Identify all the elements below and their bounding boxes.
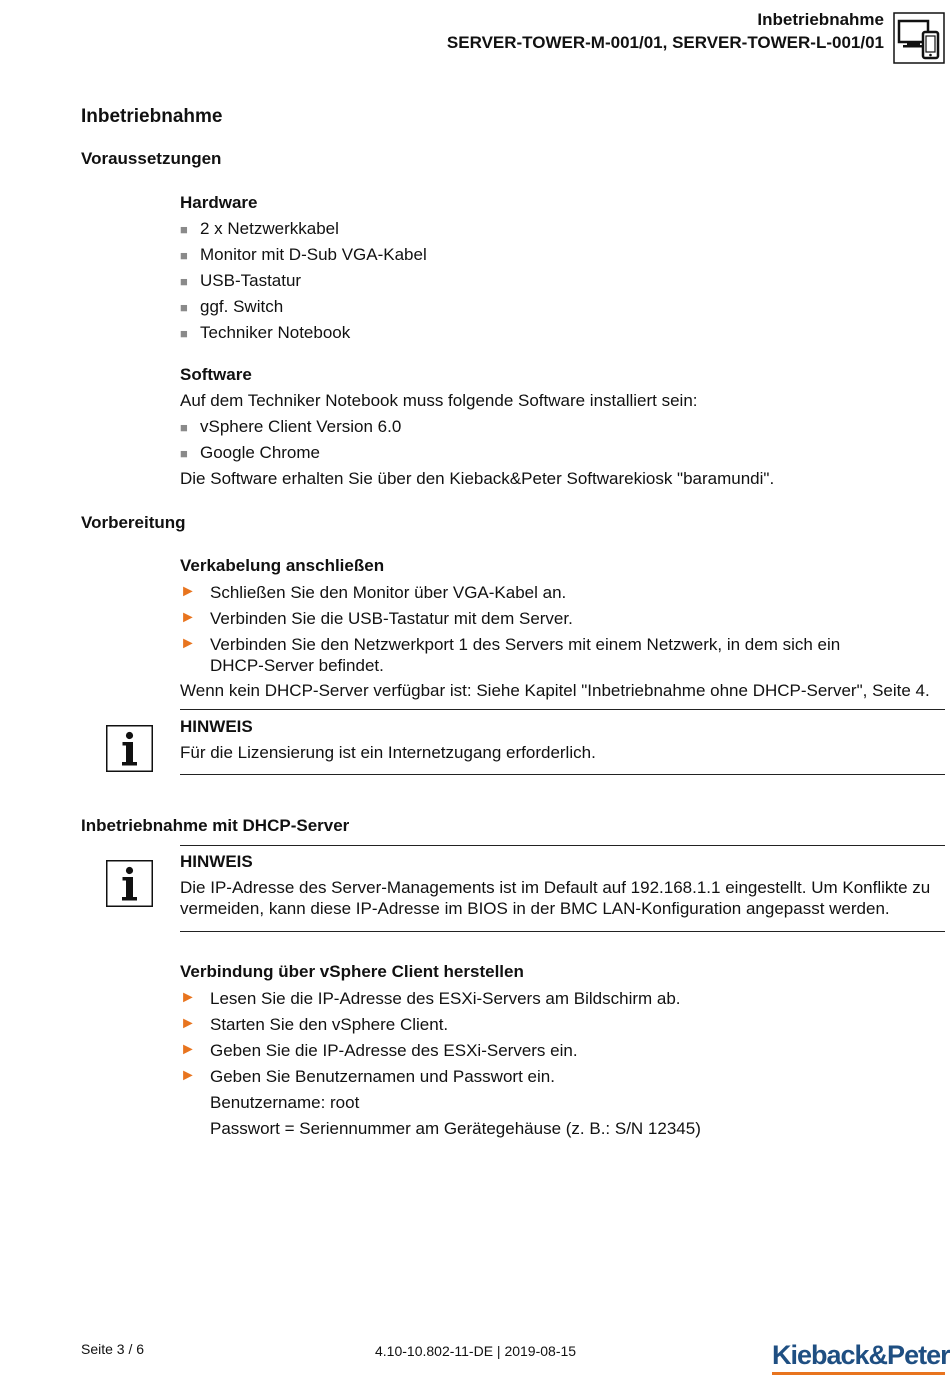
requirements-heading: Voraussetzungen — [81, 149, 222, 168]
hint-text: Die IP-Adresse des Server-Managements ist im Default auf 192.168.1.1 eingestellt. Um Konflikte zu vermeiden, kann diese IP-Adresse im BIOS in der BMC LAN-Konfiguration angepasst werden. — [180, 878, 931, 918]
arrow-right-icon: ► — [180, 583, 196, 600]
square-bullet-icon: ■ — [180, 222, 188, 237]
divider — [180, 845, 945, 846]
list-item: ■ vSphere Client Version 6.0 — [180, 417, 402, 436]
document-id: 4.10-10.802-11-DE | 2019-08-15 — [375, 1343, 577, 1359]
dhcp-heading: Inbetriebnahme mit DHCP-Server — [81, 816, 350, 835]
preparation-heading: Vorbereitung — [81, 513, 186, 532]
page-title: Inbetriebnahme — [81, 106, 223, 127]
arrow-right-icon: ► — [180, 989, 196, 1006]
divider — [180, 931, 945, 932]
hint-text: Für die Lizensierung ist ein Internetzugang erforderlich. — [180, 743, 596, 762]
arrow-right-icon: ► — [180, 1015, 196, 1032]
arrow-right-icon: ► — [180, 1067, 196, 1084]
list-item: ■ 2 x Netzwerkkabel — [180, 219, 339, 238]
cabling-heading: Verkabelung anschließen — [180, 556, 385, 575]
username-line: Benutzername: root — [210, 1093, 360, 1112]
arrow-right-icon: ► — [180, 1041, 196, 1058]
cabling-note: Wenn kein DHCP-Server verfügbar ist: Siehe Kapitel "Inbetriebnahme ohne DHCP-Server", Seite 4. — [180, 681, 930, 700]
step-item: ► Lesen Sie die IP-Adresse des ESXi-Servers am Bildschirm ab. — [180, 989, 681, 1008]
software-intro: Auf dem Techniker Notebook muss folgende Software installiert sein: — [180, 391, 698, 410]
logo-underline — [772, 1372, 945, 1375]
hardware-heading: Hardware — [180, 193, 258, 212]
list-item: ■ Techniker Notebook — [180, 323, 351, 342]
arrow-right-icon: ► — [180, 609, 196, 626]
info-icon — [106, 725, 153, 772]
connect-heading: Verbindung über vSphere Client herstellen — [180, 962, 524, 981]
list-item: ■ Google Chrome — [180, 443, 321, 462]
square-bullet-icon: ■ — [180, 248, 188, 263]
list-item: ■ ggf. Switch — [180, 297, 284, 316]
page-number: Seite 3 / 6 — [81, 1341, 145, 1357]
square-bullet-icon: ■ — [180, 274, 188, 289]
square-bullet-icon: ■ — [180, 420, 188, 435]
software-heading: Software — [180, 365, 252, 384]
step-item: ► Verbinden Sie die USB-Tastatur mit dem Server. — [180, 609, 573, 628]
step-item: ► Geben Sie die IP-Adresse des ESXi-Servers ein. — [180, 1041, 578, 1060]
header-title: Inbetriebnahme — [757, 10, 884, 29]
square-bullet-icon: ■ — [180, 446, 188, 461]
divider — [180, 709, 945, 710]
arrow-right-icon: ► — [180, 635, 196, 652]
divider — [180, 774, 945, 775]
square-bullet-icon: ■ — [180, 326, 188, 341]
step-item: ► Schließen Sie den Monitor über VGA-Kabel an. — [180, 583, 567, 602]
hint-label: HINWEIS — [180, 852, 253, 871]
step-item: ► Geben Sie Benutzernamen und Passwort ein. — [180, 1067, 555, 1086]
list-item: ■ USB-Tastatur — [180, 271, 302, 290]
info-icon — [106, 860, 153, 907]
step-item: ► Verbinden Sie den Netzwerkport 1 des Servers mit einem Netzwerk, in dem sich ein DHCP-Server befindet. — [180, 635, 841, 675]
brand-logo: Kieback&Peter — [772, 1340, 950, 1370]
square-bullet-icon: ■ — [180, 300, 188, 315]
list-item: ■ Monitor mit D-Sub VGA-Kabel — [180, 245, 427, 264]
password-line: Passwort = Seriennummer am Gerätegehäuse (z. B.: S/N 12345) — [210, 1119, 701, 1138]
step-item: ► Starten Sie den vSphere Client. — [180, 1015, 449, 1034]
software-note: Die Software erhalten Sie über den Kieback&Peter Softwarekiosk "baramundi". — [180, 469, 775, 488]
header-subtitle: SERVER-TOWER-M-001/01, SERVER-TOWER-L-001/01 — [446, 33, 884, 52]
hint-label: HINWEIS — [180, 717, 253, 736]
monitor-phone-icon — [893, 12, 945, 64]
